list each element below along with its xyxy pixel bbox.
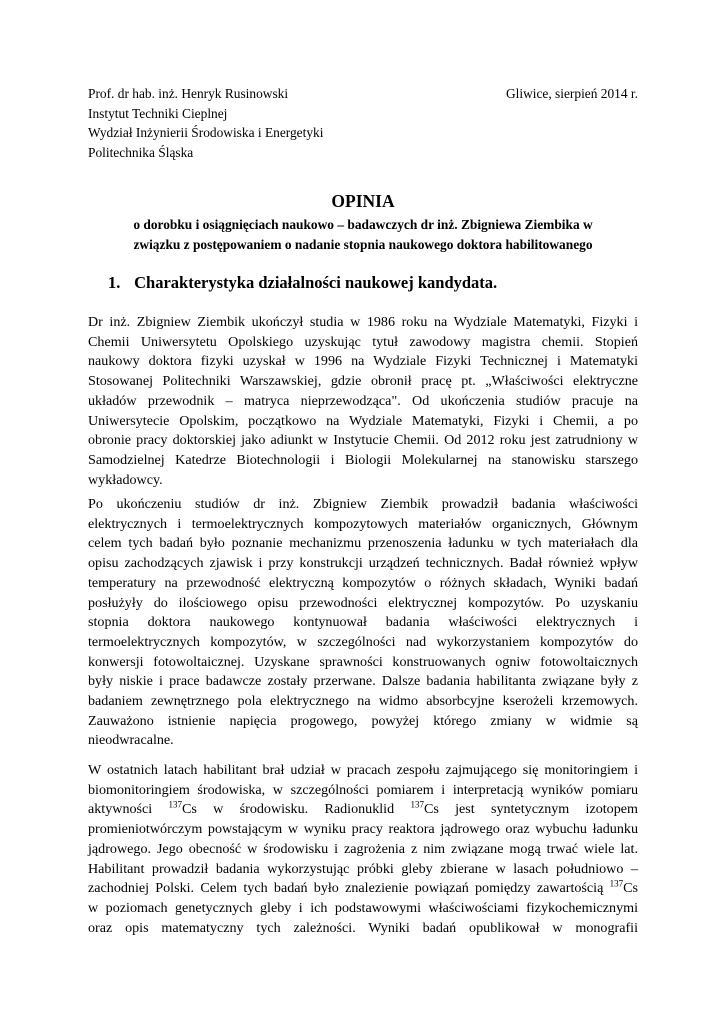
subtitle-line: o dorobku i osiągnięciach naukowo – badawczych dr inż. Zbigniewa Ziembika w <box>133 217 593 232</box>
text-line: posłużyły do ilościowego opisu przewodności elektrycznej kompozytów. Po uzyskaniu <box>88 594 638 611</box>
text-line: Zauważono istnienie napięcia progowego, powyżej którego zmiany w widmie są <box>88 712 638 729</box>
text-line: w poziomach genetycznych gleby i ich podstawowymi właściwościami fizykochemicznymi <box>88 899 638 916</box>
text-line: Habilitant prowadził badania wykorzystując próbki gleby zbierane w lasach południowo – <box>88 860 638 877</box>
text-line: badaniem zewnętrznego pola elektrycznego na widmo absorbcyjne kserożeli krzemowych. <box>88 693 638 710</box>
text-line: termoelektrycznych kompozytów, w szczególności nad wykorzystaniem kompozytów do <box>88 633 638 650</box>
text-line: obronie pracy doktorskiej jako adiunkt w Instytucie Chemii. Od 2012 roku jest zatrudniony w <box>88 432 638 449</box>
section-title: Charakterystyka działalności naukowej kandydata. <box>134 273 498 292</box>
text-line: biomonitoringiem środowiska, w szczególności pomiarem i interpretacją wyników pomiaru <box>88 781 638 798</box>
paragraph-2 <box>88 495 638 751</box>
subtitle-line: związku z postępowaniem o nadanie stopnia naukowego doktora habilitowanego <box>133 236 593 252</box>
text-line: Stosowanej Politechniki Warszawskiej, gdzie obronił pracę pt. „Właściwości elektryczne <box>88 373 638 390</box>
isotope-mass-number: 137 <box>410 799 424 810</box>
text-line: Uniwersytecie Opolskim, początkowo na Wydziale Matematyki, Fizyki i Chemii, a po <box>88 412 638 429</box>
isotope-mass-number: 137 <box>168 799 182 810</box>
text-line: stopnia doktora naukowego kontynuował badania właściwości elektrycznych i <box>88 614 638 631</box>
author-name: Prof. dr hab. inż. Henryk Rusinowski <box>88 86 289 101</box>
letter-header <box>88 84 638 162</box>
text-line: elektrycznych i termoelektrycznych kompozytowych materiałów organicznych, Głównym <box>88 515 638 532</box>
place-date: Gliwice, sierpień 2014 r. <box>505 86 638 101</box>
author-faculty: Wydział Inżynierii Środowiska i Energetyki <box>88 125 324 140</box>
text-line: temperatury na przewodność elektryczną kompozytów o różnych składach, Wyniki badań <box>88 574 638 591</box>
text-line: były niskie i prace badawcze zostały przerwane. Dalsze badania habilitanta związane były z <box>88 673 638 690</box>
text-line: opisu zachodzących zjawisk i przy konstrukcji urządzeń technicznych. Badał również wpływ <box>88 555 638 572</box>
text-segment: Cs <box>623 880 638 897</box>
author-institute: Instytut Techniki Cieplnej <box>88 105 228 121</box>
section-number: 1. <box>108 273 121 292</box>
text-line: promieniotwórczym powstającym w wyniku pracy reaktora jądrowego oraz wybuchu ładunku <box>88 821 638 838</box>
text-line <box>88 879 638 899</box>
text-line: jądrowego. Jego obecność w środowisku i zagrożenia z nim związane mogą trwać wiele lat. <box>88 840 638 857</box>
text-line: Chemii Uniwersytetu Opolskiego uzyskując tytuł zawodowy magistra chemii. Stopień <box>88 333 638 350</box>
text-line: celem tych badań było poznanie mechanizmu przenoszenia ładunku w tych materiałach dla <box>88 535 638 552</box>
text-line: Samodzielnej Katedrze Biotechnologii i Biologii Molekularnej na stanowisku starszego <box>88 451 638 468</box>
document-subtitle <box>88 215 638 254</box>
text-line: wykładowcy. <box>88 471 163 488</box>
text-line: konwersji fotowoltaicznej. Uzyskane sprawności konstruowanych ogniw fotowoltaicznych <box>88 653 638 670</box>
text-line: Dr inż. Zbigniew Ziembik ukończył studia w 1986 roku na Wydziale Matematyki, Fizyki i <box>88 314 638 330</box>
paragraph-3 <box>88 761 638 938</box>
text-line: Po ukończeniu studiów dr inż. Zbigniew Ziembik prowadził badania właściwości <box>88 496 638 512</box>
text-line: W ostatnich latach habilitant brał udział w pracach zespołu zajmującego się monitoringiem i <box>88 762 638 778</box>
text-line: oraz opis matematyczny tych zależności. Wyniki badań opublikował w monografii <box>88 919 638 936</box>
text-line: naukowy doktora fizyki uzyskał w 1996 na Wydziale Fizyki Technicznej i Matematyki <box>88 353 638 370</box>
section-heading <box>108 272 497 294</box>
text-segment: Cs jest syntetycznym izotopem <box>423 801 638 818</box>
text-line: układów przewodnik – matryca nieprzewodząca". Od ukończenia studiów pracuje na <box>88 392 638 409</box>
text-line: nieodwracalne. <box>88 732 174 749</box>
text-line <box>88 800 638 820</box>
document-title: OPINIA <box>331 191 395 211</box>
text-segment: aktywności <box>88 801 169 818</box>
text-segment: zachodniej Polski. Celem tych badań było znalezienie powiązań pomiędzy zawartością <box>88 880 610 897</box>
author-university: Politechnika Śląska <box>88 144 194 160</box>
isotope-mass-number: 137 <box>609 878 624 889</box>
text-segment: Cs w środowisku. Radionuklid <box>182 801 411 818</box>
paragraph-1 <box>88 313 638 490</box>
